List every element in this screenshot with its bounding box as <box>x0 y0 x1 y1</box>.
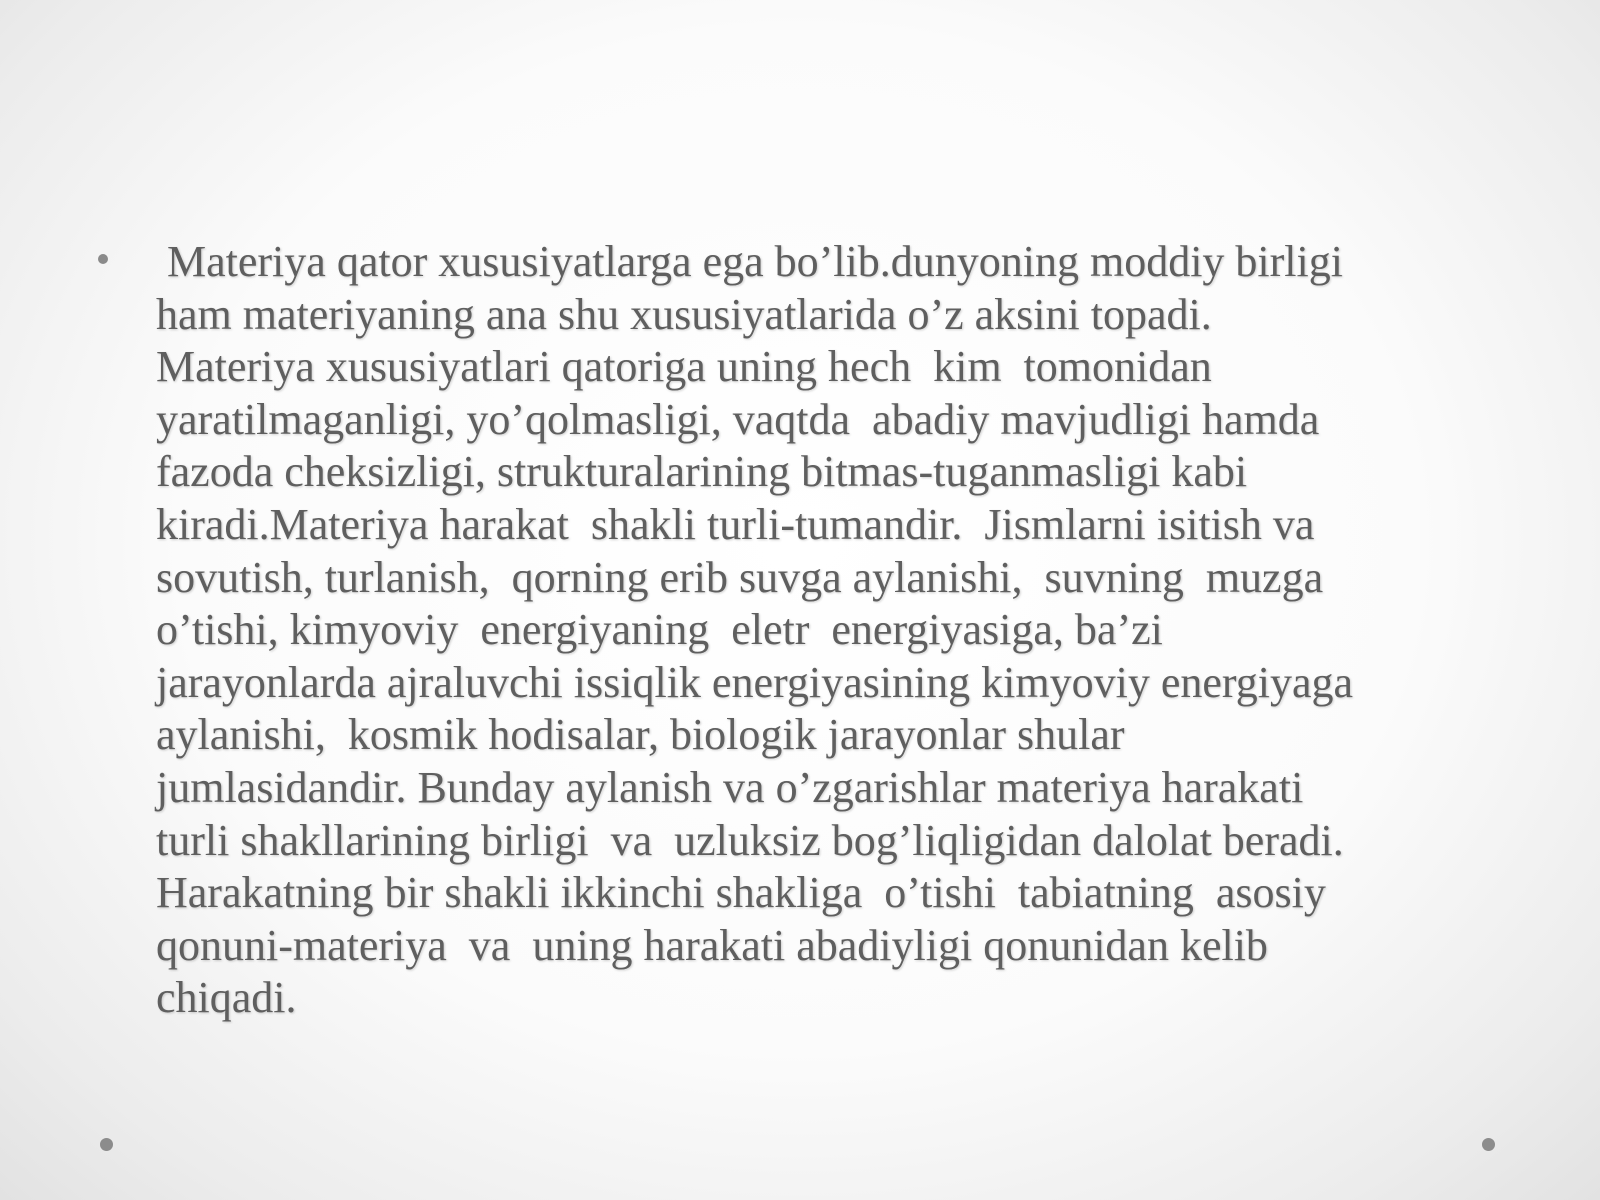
text-line: sovutish, turlanish, qorning erib suvga aylanishi, suvning muzga <box>156 552 1324 602</box>
text-line: o’tishi, kimyoviy energiyaning eletr energiyasiga, ba’zi <box>156 605 1163 655</box>
text-line: ham materiyaning ana shu xususiyatlarida o’z aksini topadi. <box>156 289 1212 339</box>
text-line: jumlasidandir. Bunday aylanish va o’zgarishlar materiya harakati <box>156 762 1304 812</box>
bullet-icon <box>98 254 108 264</box>
text-line: chiqadi. <box>156 973 297 1023</box>
text-line: aylanishi, kosmik hodisalar, biologik jarayonlar shular <box>156 710 1125 760</box>
bullet-text <box>156 236 1532 1025</box>
text-line: Harakatning bir shakli ikkinchi shakliga o’tishi tabiatning asosiy <box>156 868 1326 918</box>
corner-dot-icon <box>1482 1138 1495 1151</box>
slide-body <box>92 236 1532 1025</box>
text-line: qonuni-materiya va uning harakati abadiyligi qonunidan kelib <box>156 920 1268 970</box>
text-line: Materiya qator xususiyatlarga ega bo’lib.dunyoning moddiy birligi <box>156 237 1343 286</box>
text-line: Materiya xususiyatlari qatoriga uning hech kim tomonidan <box>156 342 1212 392</box>
text-line: kiradi.Materiya harakat shakli turli-tumandir. Jismlarni isitish va <box>156 499 1315 549</box>
text-line: turli shakllarining birligi va uzluksiz bog’liqligidan dalolat beradi. <box>156 815 1344 865</box>
corner-dot-icon <box>100 1138 113 1151</box>
text-line: yaratilmaganligi, yo’qolmasligi, vaqtda abadiy mavjudligi hamda <box>156 394 1320 444</box>
text-line: fazoda cheksizligi, strukturalarining bitmas-tuganmasligi kabi <box>156 447 1248 497</box>
text-line: jarayonlarda ajraluvchi issiqlik energiyasining kimyoviy energiyaga <box>156 657 1354 707</box>
bullet-item <box>92 236 1532 1025</box>
